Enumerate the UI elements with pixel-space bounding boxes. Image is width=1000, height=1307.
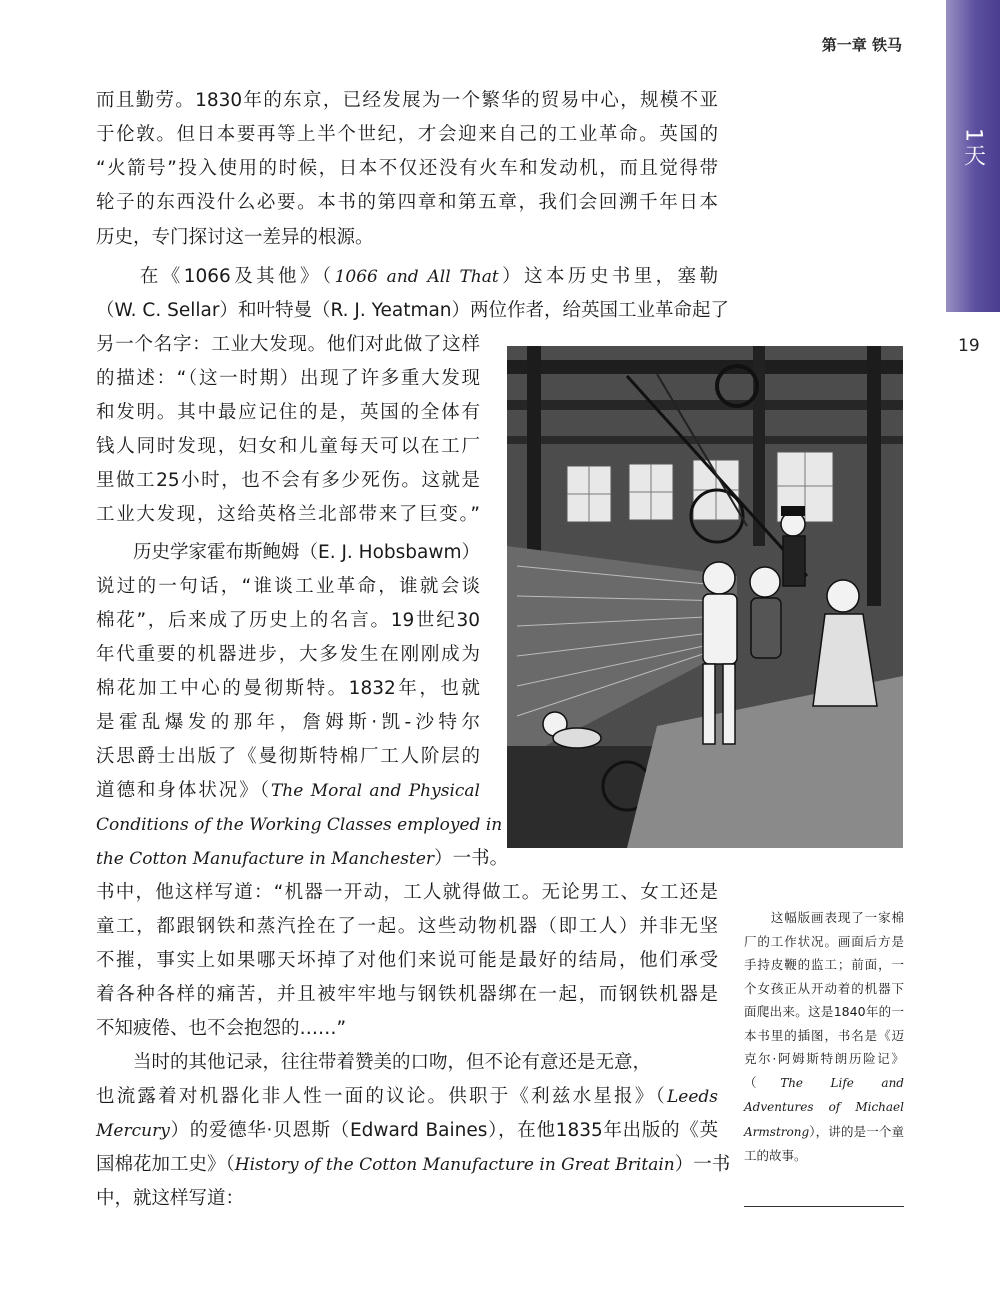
body-line: 历史，专门探讨这一差异的根源。 bbox=[96, 227, 374, 248]
body-line: 里做工25小时，也不会有多少死伤。这就是 bbox=[96, 470, 480, 491]
body-line: 道德和身体状况》（The Moral and Physical bbox=[96, 780, 480, 801]
body-line: 历史学家霍布斯鲍姆（E. J. Hobsbawm） bbox=[96, 542, 481, 563]
body-line: 钱人同时发现，妇女和儿童每天可以在工厂 bbox=[96, 436, 480, 457]
figure-caption: 这幅版画表现了一家棉厂的工作状况。画面后方是手持皮鞭的监工；前面，一个女孩正从开动着的机器下面爬出来。这是1840年的一本书里的插图，书名是《迈克尔·阿姆斯特朗历险记》（The Life and Adventures of Michael Armstrong），讲的是一个童工的故事。 bbox=[744, 910, 904, 1163]
body-line: 书中，他这样写道：“机器一开动，工人就得做工。无论男工、女工还是 bbox=[96, 882, 718, 903]
running-head: 第一章 铁马 bbox=[821, 36, 902, 54]
engraving-picture bbox=[507, 346, 903, 848]
body-line: Mercury）的爱德华·贝恩斯（Edward Baines），在他1835年出版的《英 bbox=[96, 1120, 718, 1141]
body-line: 也流露着对机器化非人性一面的议论。供职于《利兹水星报》（Leeds bbox=[96, 1086, 718, 1107]
body-line: Conditions of the Working Classes employed in bbox=[96, 815, 503, 835]
side-tab-label: 1天 bbox=[960, 128, 986, 168]
body-line: 当时的其他记录，往往带着赞美的口吻，但不论有意还是无意， bbox=[96, 1052, 652, 1073]
body-line: 国棉花加工史》（History of the Cotton Manufacture in Great Britain）一书 bbox=[96, 1154, 731, 1175]
body-line: 不知疲倦、也不会抱怨的……” bbox=[96, 1018, 347, 1039]
body-line: “火箭号”投入使用的时候，日本不仅还没有火车和发动机，而且觉得带 bbox=[96, 158, 718, 179]
body-line: 是霍乱爆发的那年，詹姆斯·凯-沙特尔 bbox=[96, 712, 480, 733]
body-line: 童工，都跟钢铁和蒸汽拴在了一起。这些动物机器（即工人）并非无坚 bbox=[96, 916, 718, 937]
body-line: 不摧，事实上如果哪天坏掉了对他们来说可能是最好的结局，他们承受 bbox=[96, 950, 718, 971]
body-line: 棉花加工中心的曼彻斯特。1832年，也就 bbox=[96, 678, 480, 699]
body-line: 棉花”，后来成了历史上的名言。19世纪30 bbox=[96, 610, 480, 631]
body-line: 沃思爵士出版了《曼彻斯特棉厂工人阶层的 bbox=[96, 746, 480, 767]
body-line: （W. C. Sellar）和叶特曼（R. J. Yeatman）两位作者，给英国工业革命起了 bbox=[96, 300, 730, 321]
body-line: 年代重要的机器进步，大多发生在刚刚成为 bbox=[96, 644, 480, 665]
page-number: 19 bbox=[958, 336, 980, 356]
body-line: 于伦敦。但日本要再等上半个世纪，才会迎来自己的工业革命。英国的 bbox=[96, 124, 718, 145]
body-line: 而且勤劳。1830年的东京，已经发展为一个繁华的贸易中心，规模不亚 bbox=[96, 90, 718, 111]
body-line: 轮子的东西没什么必要。本书的第四章和第五章，我们会回溯千年日本 bbox=[96, 192, 718, 213]
body-line: 工业大发现，这给英格兰北部带来了巨变。” bbox=[96, 504, 480, 525]
body-line: 着各种各样的痛苦，并且被牢牢地与钢铁机器绑在一起，而钢铁机器是 bbox=[96, 984, 718, 1005]
cotton-mill-engraving bbox=[507, 346, 903, 848]
body-line: 中，就这样写道： bbox=[96, 1188, 245, 1209]
body-line: 的描述：“（这一时期）出现了许多重大发现 bbox=[96, 368, 480, 389]
body-line: the Cotton Manufacture in Manchester）一书。 bbox=[96, 848, 509, 869]
body-line: 另一个名字：工业大发现。他们对此做了这样 bbox=[96, 334, 480, 355]
body-line: 在《1066及其他》（1066 and All That）这本历史书里，塞勒 bbox=[96, 266, 718, 287]
body-line: 和发明。其中最应记住的是，英国的全体有 bbox=[96, 402, 480, 423]
caption-divider bbox=[744, 1206, 904, 1207]
body-line: 说过的一句话，“谁谈工业革命，谁就会谈 bbox=[96, 576, 480, 597]
